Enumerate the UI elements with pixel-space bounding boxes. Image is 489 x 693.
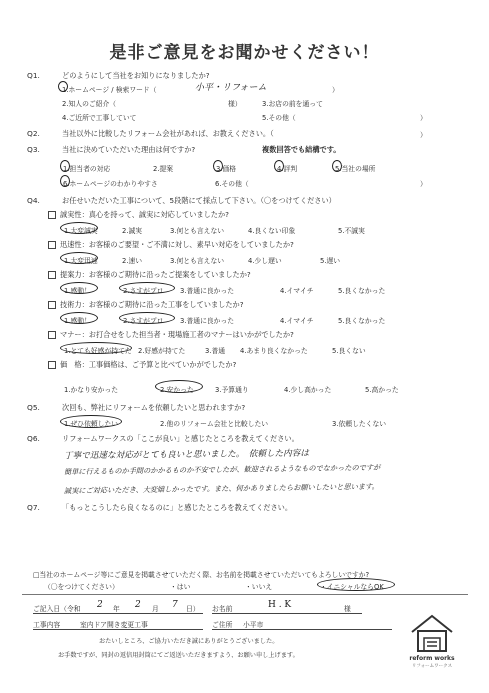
date-month-unit: 月 [152,605,159,613]
checkbox-icon [48,241,56,249]
q3-option-6: 6.ホームページのわかりやすさ [63,180,158,188]
q4-number: Q4. [27,196,40,205]
q3-text: 当社に決めていただいた理由は何ですか? [62,145,196,154]
name-label: お名前 [212,605,233,613]
q4-item-3-opt-5: 5.良くなかった [338,287,386,295]
date-year: 2 [97,600,103,610]
q5-option-2: 2.他のリフォーム会社と比較したい [160,420,269,428]
logo-subtext: リフォームワークス [411,664,453,669]
q3-number: Q3. [27,145,40,154]
q4-item-1-head: 誠実性：真心を持って、誠実に対応していましたか? [60,210,229,219]
q4-item-5-opt-5: 5.良くない [332,347,366,355]
q2-text: 当社以外に比較したリフォーム会社があれば、お教えください。（ [62,129,274,138]
address: 小平市 [243,621,264,629]
page-title: 是非ご意見をお聞かせください！ [109,43,380,63]
work-content: 室内ドア開き変更工事 [80,621,148,629]
date-year-unit: 年 [113,605,120,613]
q4-item-2-opt-3: 3.何とも言えない [170,257,225,265]
consent-yes: ・はい [170,583,191,591]
q4-item-3-opt-4: 4.イマイチ [280,287,314,295]
q4-item-3-head: 提案力：お客様のご期待に沿ったご提案をしていましたか? [60,270,251,279]
q4-item-3-opt-2: 2.さすがプロ [123,287,164,295]
date-day-unit: 日） [186,605,200,613]
q1-option-1: 1.ホームページ / 検索ワード（ [62,86,157,94]
q4-item-6-opt-3: 3.予算通り [215,386,249,394]
q3-option-5: 5.当社の場所 [335,165,376,173]
thanks-text: おたいしところ、ご協力いただき誠にありがとうございました。 [99,638,279,645]
q3-option-other-close: ） [420,180,427,188]
q2-close: ） [420,131,427,139]
consent-note: （〇をつけてください） [44,583,119,591]
q4-item-4-opt-3: 3.普通に良かった [180,317,235,325]
q1-option-5: 5.その他（ [262,114,296,122]
date-month: 2 [135,600,141,610]
q1-option-3: 3.お店の前を通って [262,100,323,108]
q1-option-5-close: ） [420,114,427,122]
checkbox-icon [48,361,56,369]
address-underline [212,629,392,630]
name-sama: 様 [344,605,351,613]
q4-item-6-head: 価 格：工事価格は、ご予算と比べていかがでしたか? [60,360,237,369]
reform-works-logo [408,610,456,654]
q3-option-2: 2.提案 [153,165,174,173]
q1-option-4: 4.ご近所で工事していて [62,114,137,122]
work-label: 工事内容 [33,621,61,629]
q4-item-1-opt-4: 4.良くない印象 [248,227,296,235]
address-label: ご住所 [212,621,233,629]
q6-number: Q6. [27,434,40,443]
q4-item-1-opt-3: 3.何とも言えない [170,227,225,235]
q4-item-3-opt-1: 1.感動！ [64,287,91,295]
q6-handwritten-line-3: 誠実にご対応いただき、大変嬉しかったです。また、何かありましたらお願いしたいと思います。 [63,481,379,496]
q4-item-4-opt-5: 5.良くなかった [338,317,386,325]
q1-search-words: 小平・リフォーム [195,83,267,93]
return-note: お手数ですが、同封の返信用封筒にてご返送いただきますよう、お願い申し上げます。 [58,652,299,659]
q4-text: お任せいただいた工事について、5段階にて採点して下さい。（〇をつけてください） [62,196,336,205]
q1-option-2: 2.知人のご紹介（ [62,100,117,108]
q4-item-5-opt-4: 4.あまり良くなかった [240,347,308,355]
q6-text: リフォームワークスの「ここが良い」と感じたところを教えてください。 [62,434,299,443]
date-label: ご記入日（令和 [33,605,81,613]
checkbox-icon [48,271,56,279]
q4-item-6-opt-2: 2.安かった [160,386,194,394]
work-underline [33,629,203,630]
q7-text: 「もっとこうしたら良くなるのに」と感じたところを教えてください。 [62,503,293,512]
q6-handwritten-line-2: 簡単に行えるものか手間のかかるものか不安でしたが、歓迎されるようなものでなかったのですが [63,462,381,477]
q4-item-6-opt-5: 5.高かった [365,386,399,394]
q4-item-3-opt-3: 3.普通に良かった [180,287,235,295]
q4-item-6-opt-4: 4.少し高かった [284,386,332,394]
q3-option-4: 4.評判 [277,165,298,173]
q4-item-2-head: 迅速性：お客様のご要望・ご不満に対し、素早い対応をしていましたか? [60,240,294,249]
q4-item-2-opt-4: 4.少し遅い [248,257,282,265]
q4-item-2-opt-5: 5.遅い [320,257,341,265]
q1-option-1-close: ） [332,86,339,94]
q4-item-1-opt-2: 2.誠実 [122,227,143,235]
q4-item-1-opt-5: 5.不誠実 [338,227,365,235]
q4-item-4-head: 技術力：お客様のご期待に沿った工事をしていましたか? [60,300,244,309]
q4-item-4-opt-1: 1.感動！ [64,317,91,325]
consent-question: □当社のホームページ等にご意見を掲載させていただく際、お名前を掲載させていただいてもよろしいですか? [33,571,370,579]
q4-item-5-opt-1: 1.とても好感が持てた [64,347,132,355]
q1-text: どのようにして当社をお知りになりましたか? [62,71,210,80]
q5-option-1: 1.ぜひ依頼したい [64,420,119,428]
q2-number: Q2. [27,129,40,138]
q5-number: Q5. [27,403,40,412]
checkbox-icon [48,211,56,219]
q4-item-6-opt-1: 1.かなり安かった [64,386,119,394]
footer-divider [22,594,468,595]
q7-number: Q7. [27,503,40,512]
date-underline [33,613,203,614]
q3-note: 複数回答でも結構です。 [262,145,341,154]
consent-no: ・いいえ [245,583,273,591]
customer-name: H . K [268,600,292,610]
q4-item-4-opt-4: 4.イマイチ [280,317,314,325]
q4-item-5-opt-3: 3.普通 [205,347,226,355]
checkbox-icon [48,301,56,309]
q6-handwritten-line-1: 丁寧で迅速な対応がとても良いと思いました。 依頼した内容は [63,448,309,462]
q1-option-2-sama: 様） [228,100,242,108]
q4-item-1-opt-1: 1.大変誠実 [64,227,98,235]
q3-option-3: 3.価格 [216,165,237,173]
checkbox-icon [48,331,56,339]
logo-text: reform works [409,655,455,662]
q4-item-4-opt-2: 2.さすがプロ [123,317,164,325]
q4-item-5-opt-2: 2.好感が持てた [138,347,186,355]
q1-number: Q1. [27,71,40,80]
q4-item-2-opt-1: 1.大変迅速 [64,257,98,265]
q5-text: 次回も、弊社にリフォームを依頼したいと思われますか? [62,403,246,412]
date-day: 7 [172,600,178,610]
q4-item-2-opt-2: 2.速い [122,257,143,265]
q4-item-5-head: マナー：お打合せをした担当者・現場施工者のマナーはいかがでしたか? [60,330,294,339]
q3-option-other: 6.その他（ [215,180,249,188]
q3-option-1: 1.担当者の対応 [63,165,111,173]
consent-initial: ・イニシャルならOK [320,583,384,591]
name-underline [212,613,362,614]
q5-option-3: 3.依頼したくない [332,420,387,428]
